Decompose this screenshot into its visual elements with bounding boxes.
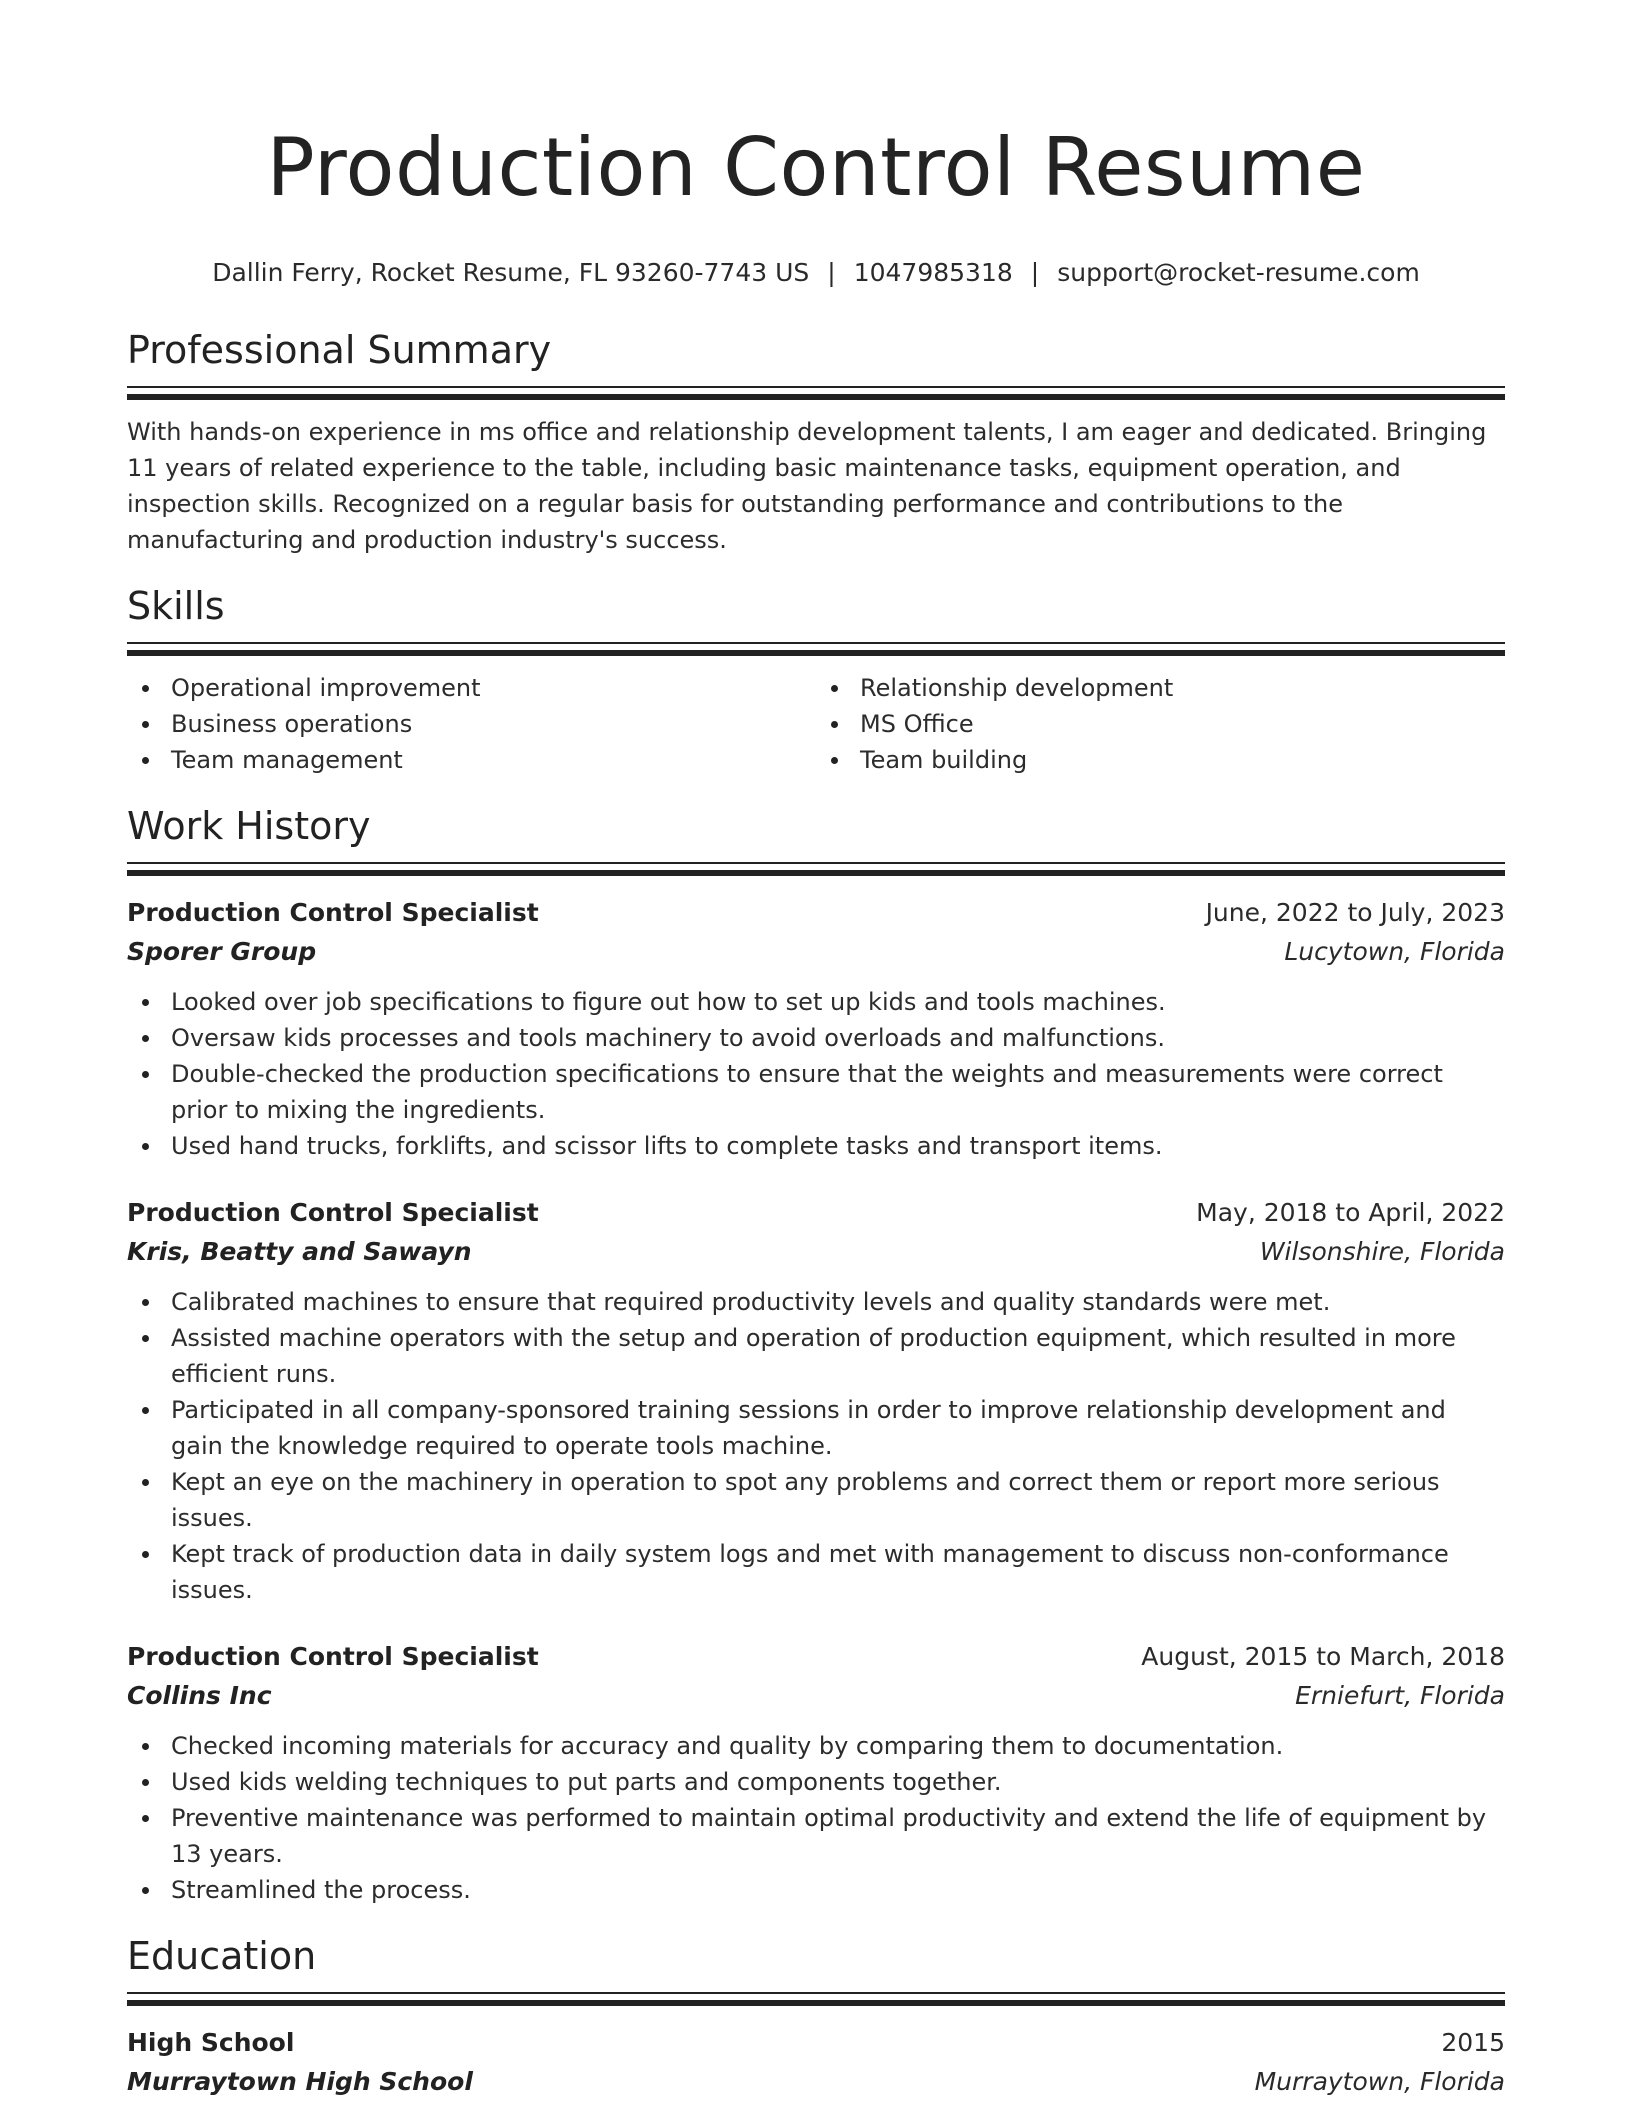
job-title: Production Control Specialist xyxy=(127,1642,539,1671)
contact-separator: | xyxy=(827,258,836,287)
job-location: Lucytown, Florida xyxy=(1284,937,1505,966)
job-duty: Oversaw kids processes and tools machinery to avoid overloads and malfunctions. xyxy=(127,1020,1505,1056)
contact-address: Dallin Ferry, Rocket Resume, FL 93260-7743 US xyxy=(212,258,810,287)
work-history-section xyxy=(127,802,1505,1908)
job-location: Erniefurt, Florida xyxy=(1295,1681,1505,1710)
skill-item: Business operations xyxy=(127,706,816,742)
job-dates: August, 2015 to March, 2018 xyxy=(1141,1642,1505,1671)
resume-title: Production Control Resume xyxy=(266,121,1366,214)
job-duty: Preventive maintenance was performed to maintain optimal productivity and extend the life of equipment by 13 years. xyxy=(127,1800,1505,1872)
job-duty: Used hand trucks, forklifts, and scissor lifts to complete tasks and transport items. xyxy=(127,1128,1505,1164)
work-history-heading: Work History xyxy=(127,804,371,848)
section-divider xyxy=(127,862,1505,876)
job-company: Sporer Group xyxy=(127,937,317,966)
education-entry xyxy=(127,2024,1505,2102)
skill-item: Operational improvement xyxy=(127,670,816,706)
job-duties xyxy=(127,1284,1505,1608)
summary-text: With hands-on experience in ms office and relationship development talents, I am eager and dedicated. Bringing 11 years of related experience to the table, including basic maintenance tasks, equipment operation, and inspection skills. Recognized on a regular basis for outstanding performance and contributions to the manufacturing and production industry's success. xyxy=(127,418,1487,554)
skill-item: Team management xyxy=(127,742,816,778)
education-school: Murraytown High School xyxy=(127,2067,473,2096)
job-dates: May, 2018 to April, 2022 xyxy=(1196,1198,1505,1227)
job-title: Production Control Specialist xyxy=(127,898,539,927)
job-company: Kris, Beatty and Sawayn xyxy=(127,1237,472,1266)
job-entry xyxy=(127,1638,1505,1908)
job-duty: Kept an eye on the machinery in operation to spot any problems and correct them or report more serious issues. xyxy=(127,1464,1505,1536)
job-title: Production Control Specialist xyxy=(127,1198,539,1227)
skills-section xyxy=(127,582,1505,778)
section-divider xyxy=(127,386,1505,400)
skill-item: Relationship development xyxy=(816,670,1505,706)
job-location: Wilsonshire, Florida xyxy=(1259,1237,1505,1266)
education-year: 2015 xyxy=(1441,2028,1505,2057)
skills-heading: Skills xyxy=(127,584,225,628)
job-duty: Double-checked the production specifications to ensure that the weights and measurements were correct prior to mixing the ingredients. xyxy=(127,1056,1505,1128)
skills-grid xyxy=(127,670,1505,778)
job-duty: Participated in all company-sponsored training sessions in order to improve relationship development and gain the knowledge required to operate tools machine. xyxy=(127,1392,1505,1464)
job-entry xyxy=(127,894,1505,1164)
job-duty: Looked over job specifications to figure out how to set up kids and tools machines. xyxy=(127,984,1505,1020)
summary-section xyxy=(127,326,1505,558)
contact-line xyxy=(127,256,1505,290)
education-section xyxy=(127,1932,1505,2102)
skills-column-right xyxy=(816,670,1505,778)
education-degree: High School xyxy=(127,2028,295,2057)
job-company: Collins Inc xyxy=(127,1681,272,1710)
education-location: Murraytown, Florida xyxy=(1254,2067,1505,2096)
contact-separator: | xyxy=(1030,258,1040,287)
summary-heading: Professional Summary xyxy=(127,328,552,372)
job-duty: Assisted machine operators with the setup and operation of production equipment, which resulted in more efficient runs. xyxy=(127,1320,1505,1392)
job-duty: Calibrated machines to ensure that required productivity levels and quality standards were met. xyxy=(127,1284,1505,1320)
skill-item: MS Office xyxy=(816,706,1505,742)
contact-phone: 1047985318 xyxy=(853,258,1013,287)
contact-email: support@rocket-resume.com xyxy=(1057,258,1420,287)
education-heading: Education xyxy=(127,1934,317,1978)
job-duty: Streamlined the process. xyxy=(127,1872,1505,1908)
job-dates: June, 2022 to July, 2023 xyxy=(1205,898,1505,927)
job-duties xyxy=(127,1728,1505,1908)
job-duty: Kept track of production data in daily system logs and met with management to discuss non-conformance issues. xyxy=(127,1536,1505,1608)
job-duties xyxy=(127,984,1505,1164)
skill-item: Team building xyxy=(816,742,1505,778)
job-duty: Checked incoming materials for accuracy and quality by comparing them to documentation. xyxy=(127,1728,1505,1764)
section-divider xyxy=(127,1992,1505,2006)
job-entry xyxy=(127,1194,1505,1608)
skills-column-left xyxy=(127,670,816,778)
job-duty: Used kids welding techniques to put parts and components together. xyxy=(127,1764,1505,1800)
section-divider xyxy=(127,642,1505,656)
